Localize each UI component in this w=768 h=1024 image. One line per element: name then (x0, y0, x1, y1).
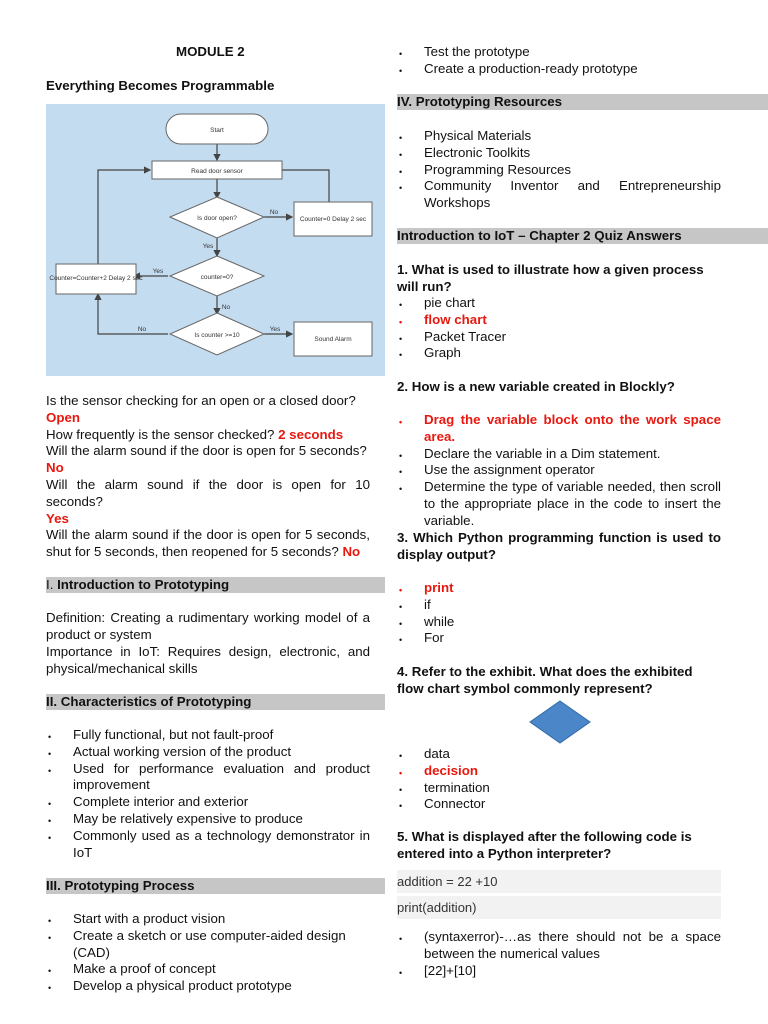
decision-diamond-icon (526, 698, 594, 746)
fc-increment (49, 275, 143, 282)
sec1-definition: Definition: Creating a rudimentary working model of a product or system (46, 610, 370, 642)
fc-label-no-3: No (137, 326, 147, 333)
q5-question: 5. What is displayed after the following code is entered into a Python interpreter? (397, 829, 692, 861)
list-item: • Actual working version of the product (46, 744, 370, 761)
fc-read: Read door sensor (191, 168, 243, 175)
fc-counter-check: counter=0? (200, 274, 234, 281)
option: • if (397, 597, 721, 614)
intro-q2-answer: 2 seconds (278, 426, 344, 442)
intro-q4 (46, 477, 370, 527)
option: • For (397, 630, 721, 647)
code-line-2: print(addition) (397, 896, 721, 919)
intro-q3-text: Will the alarm sound if the door is open for 5 seconds? (46, 443, 367, 459)
q4-options (397, 746, 721, 813)
code-line-1: addition = 22 +10 (397, 870, 721, 893)
list-item: • Commonly used as a technology demonstrator in IoT (46, 828, 370, 862)
intro-q2-text: How frequently is the sensor checked? (46, 426, 275, 442)
intro-questions (46, 393, 370, 561)
section-heading: Everything Becomes Programmable (46, 78, 275, 93)
fc-label-no-2: No (221, 304, 231, 311)
sec1-prefix: I. (46, 577, 54, 592)
q1-question: 1. What is used to illustrate how a given process will run? (397, 262, 704, 294)
option: • pie chart (397, 295, 721, 312)
intro-q4-answer: Yes (46, 510, 69, 526)
intro-q3 (46, 443, 370, 477)
sec2-list (46, 727, 370, 861)
fc-increment-text: Counter=Counter+2 Delay 2 sec (49, 275, 143, 282)
sec1-importance: Importance in IoT: Requires design, electronic, and physical/mechanical skills (46, 644, 370, 676)
fc-door-open: Is door open? (197, 215, 237, 222)
option: • Graph (397, 345, 721, 362)
list-item: • Community Inventor and Entrepreneurship Workshops (397, 178, 721, 212)
section-bar-1 (46, 577, 385, 593)
q2-options (397, 412, 721, 530)
option: • Declare the variable in a Dim statement. (397, 446, 721, 463)
list-item: • Programming Resources (397, 162, 721, 179)
option: • [22]+[10] (397, 963, 721, 980)
flowchart-figure (46, 104, 385, 376)
option: • Packet Tracer (397, 329, 721, 346)
intro-q1-answer: Open (46, 409, 80, 425)
option: • while (397, 614, 721, 631)
list-item: • Start with a product vision (46, 911, 370, 928)
list-item: • Test the prototype (397, 44, 721, 61)
section-bar-4: IV. Prototyping Resources (397, 94, 768, 110)
intro-q5-answer: No (342, 544, 361, 560)
option: • data (397, 746, 721, 763)
sec1-title: Introduction to Prototyping (57, 577, 230, 592)
fc-label-yes-1: Yes (202, 243, 214, 250)
q3-options (397, 580, 721, 647)
option-correct: • decision (397, 763, 721, 780)
q3-question: 3. Which Python programming function is used to display output? (397, 530, 721, 562)
section-bar-3: III. Prototyping Process (46, 878, 385, 894)
list-item: • Physical Materials (397, 128, 721, 145)
intro-q4-text: Will the alarm sound if the door is open for 10 seconds? (46, 476, 370, 509)
list-item: • Create a production-ready prototype (397, 61, 721, 78)
option: • termination (397, 780, 721, 797)
option: • (syntaxerror)-…as there should not be a space between the numerical values (397, 929, 721, 963)
list-item: • Develop a physical product prototype (46, 978, 370, 995)
fc-label-yes-2: Yes (152, 268, 164, 275)
list-item: • Fully functional, but not fault-proof (46, 727, 370, 744)
quiz-title-bar: Introduction to IoT – Chapter 2 Quiz Answers (397, 228, 768, 244)
list-item: • Create a sketch or use computer-aided design (CAD) (46, 928, 370, 962)
intro-q5-text: Will the alarm sound if the door is open for 5 seconds, shut for 5 seconds, then reopened for 5 seconds? (46, 527, 370, 560)
option-correct: • Drag the variable block onto the work space area. (397, 412, 721, 446)
q2-question: 2. How is a new variable created in Blockly? (397, 379, 675, 394)
option-correct: • flow chart (397, 312, 721, 329)
list-item: • Used for performance evaluation and product improvement (46, 761, 370, 795)
sec3-list (46, 911, 370, 995)
option: • Connector (397, 796, 721, 813)
fc-label-no-1: No (269, 209, 279, 216)
fc-label-yes-3: Yes (269, 326, 281, 333)
fc-alarm: Sound Alarm (314, 336, 352, 343)
list-item: • May be relatively expensive to produce (46, 811, 370, 828)
module-title: MODULE 2 (176, 44, 245, 59)
sec3-list-cont (397, 44, 721, 78)
intro-q1 (46, 393, 370, 427)
sec4-list (397, 128, 721, 212)
intro-q1-text: Is the sensor checking for an open or a closed door? (46, 393, 356, 408)
intro-q2 (46, 427, 370, 444)
flowchart-svg (46, 104, 385, 376)
q4-question: 4. Refer to the exhibit. What does the exhibited flow chart symbol commonly represent? (397, 664, 693, 696)
fc-start: Start (210, 127, 224, 134)
option: • Use the assignment operator (397, 462, 721, 479)
option-correct: • print (397, 580, 721, 597)
list-item: • Complete interior and exterior (46, 794, 370, 811)
intro-q5 (46, 527, 370, 561)
fc-delay: Counter=0 Delay 2 sec (299, 216, 367, 223)
section-bar-2: II. Characteristics of Prototyping (46, 694, 385, 710)
q1-options (397, 295, 721, 362)
option: • Determine the type of variable needed, then scroll to the appropriate place in the code to insert the variable. (397, 479, 721, 529)
intro-q3-answer: No (46, 460, 64, 476)
fc-counter-ge: Is counter >=10 (194, 332, 240, 339)
q5-options (397, 929, 721, 979)
list-item: • Electronic Toolkits (397, 145, 721, 162)
list-item: • Make a proof of concept (46, 961, 370, 978)
